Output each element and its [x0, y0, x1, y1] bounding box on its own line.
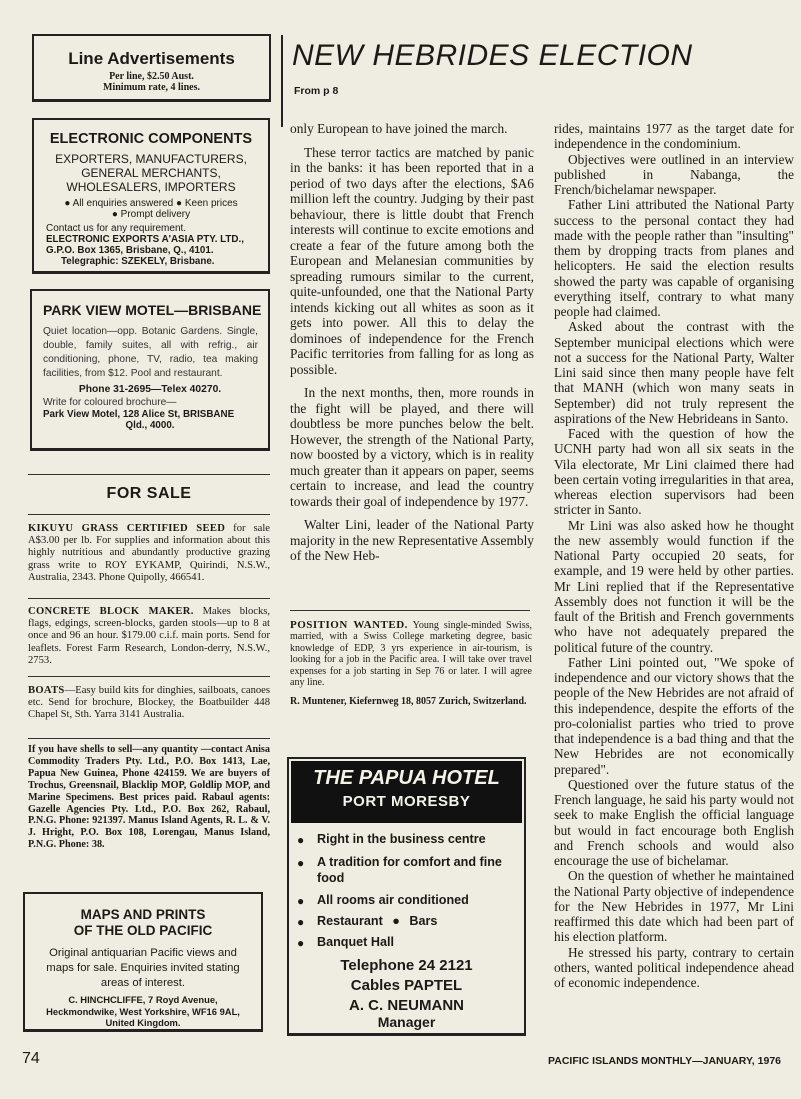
article-paragraph: Faced with the question of how the UCNH party had won all six seats in the Vila electorate, Mr Lini claimed there had been certain voting irregularities in that area, whereas election supervisors had been stricter in Santo. [554, 426, 794, 518]
classified-kikuyu [28, 523, 270, 584]
article-paragraph: Walter Lini, leader of the National Party majority in the new Representative Assembly of the New Heb- [290, 517, 534, 563]
electronic-company: ELECTRONIC EXPORTS A'ASIA PTY. LTD., [46, 234, 244, 245]
hotel-feature-text: Banquet Hall [317, 935, 394, 949]
motel-address2: Qld., 4000. [125, 420, 175, 431]
article-from: From p 8 [294, 85, 339, 97]
hotel-feature-text: Bars [409, 914, 438, 928]
papua-hotel-ad [287, 757, 526, 1036]
divider [28, 738, 270, 739]
divider [290, 610, 530, 611]
classified-body: If you have shells to sell—any quantity —contact Anisa Commodity Traders Pty. Ltd., P.O. Box 1413, Lae, Papua New Guinea, Phone 424159. We are buyers of Trochus, Greensnail, Blacklip MOP, Goldlip MOP, and Marine Specimens. Best prices paid. Rabaul agents: Gazelle Agencies Pty. Ltd., P.O. Box 262, Rabaul, P.N.G. Phone: 921397. Manus Island Agents, R. L. & V. J. Hright, P.O. Box 108, Lorengau, Manus Island, P.N.G. Phone: 38. [28, 744, 270, 851]
article-paragraph: Asked about the contrast with the September municipal elections which were not a success for the National Party, Walter Lini said since then many people have felt that MANH (which won many seats in September) did not truly represent the aspirations of the New Hebrideans in Santo. [554, 319, 794, 426]
bullet-icon: ● [297, 915, 305, 929]
position-wanted-address: R. Muntener, Kiefernweg 18, 8057 Zurich, Switzerland. [290, 696, 527, 708]
hotel-feature [289, 854, 524, 886]
position-wanted-ad [290, 620, 532, 708]
divider [28, 514, 270, 515]
hotel-manager-title: Manager [377, 1014, 436, 1030]
electronic-features-row [34, 198, 268, 209]
hotel-feature-text: A tradition for comfort and fine food [317, 855, 502, 885]
classified-boats [28, 685, 270, 722]
classified-shells [28, 744, 270, 851]
hotel-banner [291, 761, 522, 823]
motel-phone: Phone 31-2695—Telex 40270. [78, 384, 222, 395]
divider [28, 676, 270, 677]
electronic-components-ad [32, 118, 270, 274]
for-sale-heading: FOR SALE [106, 485, 192, 502]
article-paragraph: Father Lini attributed the National Party success to the personal contact they had made with the people rather than "insulting" them by dropping tracts from planes and helicopters. He said the election results showed the party was capable of organising everything itself, contrary to what many people had claimed. [554, 197, 794, 319]
hotel-name: THE PAPUA HOTEL [313, 767, 500, 789]
classified-body: Makes blocks, flags, edgings, screen-blocks, garden stools—up to 8 at once and 96 an hour. $179.00 c.i.f. main ports. Send for leaflets. Forest Farm Research, London-derry, N.S.W., 2753. [28, 606, 271, 666]
page-number: 74 [22, 1050, 40, 1067]
electronic-contact: Contact us for any requirement. [46, 223, 187, 234]
hotel-feature-text: Restaurant [317, 914, 383, 928]
maps-prints-ad [23, 892, 263, 1032]
article-paragraph: Objectives were outlined in an interview published in Nabanga, the French/bichelamar newspaper. [554, 151, 794, 197]
hotel-feature-text: Right in the business centre [317, 832, 486, 846]
maps-address: C. HINCHCLIFFE, 7 Royd Avenue, Heckmondwike, West Yorkshire, WF16 9AL, United Kingdom. [46, 994, 240, 1028]
motel-address1: Park View Motel, 128 Alice St, BRISBANE [43, 409, 235, 420]
article-paragraph: Questioned over the future status of the French language, he said his party would not seek to make English the official language but would in fact encourage both English and French schools and would also encourage the use of bichelamar. [554, 776, 794, 868]
electronic-address: G.P.O. Box 1365, Brisbane, Q., 4101. [46, 245, 214, 256]
article-paragraph: Father Lini pointed out, "We spoke of independence and our victory shows that the people of the New Hebrides are not afraid of this independence, despite the efforts of the pro-colonialist parties who tried to prove that independence is a bad thing and that the New Hebrides are not economically prepared". [554, 654, 794, 777]
line-ads-minimum: Minimum rate, 4 lines. [103, 82, 200, 93]
hotel-cables: Cables PAPTEL [350, 977, 463, 994]
electronic-telegraphic: Telegraphic: SZEKELY, Brisbane. [61, 256, 215, 267]
position-wanted-lead: POSITION WANTED. [290, 619, 408, 631]
divider [28, 474, 270, 475]
article-top-rule [281, 35, 283, 127]
bullet-icon: ● [176, 198, 183, 209]
hotel-feature [289, 913, 524, 929]
bullet-icon: ● [297, 894, 305, 908]
line-ads-title: Line Advertisements [68, 49, 235, 68]
article-paragraph: On the question of whether he maintained the National Party objective of independence for the New Hebrides in 1977, Mr Lini reaffirmed this date which had been part of his election platform. [554, 868, 794, 945]
article-paragraph: rides, maintains 1977 as the target date for independence in the condominium. [554, 121, 794, 152]
hotel-feature [289, 892, 524, 908]
electronic-features-row2 [34, 209, 268, 220]
bullet-icon: ● [297, 856, 305, 870]
maps-title2: OF THE OLD PACIFIC [73, 923, 213, 938]
article-paragraph: He stressed his party, contrary to certain others, wanted political independence ahead of economic independence. [554, 944, 794, 990]
motel-write: Write for coloured brochure— [43, 397, 177, 408]
bullet-icon: ● [64, 198, 71, 209]
divider [28, 598, 270, 599]
bullet-icon: ● [111, 209, 118, 220]
hotel-city: PORT MORESBY [342, 793, 471, 810]
motel-body: Quiet location—opp. Botanic Gardens. Single, double, family suites, all with refrig., air conditioning, phone, TV, radio, tea making facilities, from $12. Pool and restaurant. [43, 326, 258, 379]
maps-title1: MAPS AND PRINTS [80, 907, 206, 922]
position-wanted-body: Young single-minded Swiss, married, with a Swiss College marketing degree, basic knowledge of EDP, 3 yrs experience in air-tourism, is looking for a job in the Pacific area. I will take over travel expenses for a job starting in Sep 76 or later. I will agree any line. [290, 620, 532, 689]
electronic-line1: EXPORTERS, MANUFACTURERS, [55, 152, 247, 166]
motel-title: PARK VIEW MOTEL—BRISBANE [43, 302, 262, 318]
classified-concrete [28, 606, 270, 667]
bullet-icon: ● [297, 936, 305, 950]
electronic-title: ELECTRONIC COMPONENTS [49, 131, 253, 147]
classified-lead: BOATS [28, 685, 65, 696]
article-headline: NEW HEBRIDES ELECTION [292, 39, 693, 72]
hotel-manager-name: A. C. NEUMANN [349, 997, 464, 1014]
classified-lead: KIKUYU GRASS CERTIFIED SEED [28, 523, 226, 534]
maps-body: Original antiquarian Pacific views and maps for sale. Enquiries invited stating areas of interest. [46, 947, 240, 989]
article-paragraph: Mr Lini was also asked how he thought the new assembly would function if the National Party occupied 20 seats, for example, and 19 were held by other parties. Mr Lini replied that if the Representative Assembly does not function it will be the fault of the British and French governments who have not adequately prepared the political future of the country. [554, 517, 794, 655]
hotel-feature [289, 934, 524, 950]
hotel-feature [289, 831, 524, 847]
park-view-motel-ad [30, 289, 270, 451]
electronic-feature2: Keen prices [184, 198, 238, 209]
classified-lead: CONCRETE BLOCK MAKER. [28, 606, 194, 617]
hotel-features [289, 831, 524, 950]
line-ads-box [32, 34, 271, 102]
article-paragraph: In the next months, then, more rounds in the fight will be played, and there will doubtless be more punches below the belt. However, the strength of the National Party, now boosted by a victory, which is in reality much greater than it appears on paper, seems certain to increase, and lead the country towards their goal of independence by 1977. [290, 385, 534, 509]
hotel-phone: Telephone 24 2121 [340, 957, 473, 974]
article-column-1 [290, 121, 534, 564]
classified-body: for sale A$3.00 per lb. For supplies and information about this highly nutritious and abundantly productive grazing grass write to ROY EYKAMP, Quirindi, N.S.W., Australia, 2343. Phone Quipolly, 466541. [28, 523, 270, 583]
hotel-feature-text: All rooms air conditioned [317, 893, 469, 907]
bullet-icon: ● [392, 914, 400, 928]
electronic-line2: GENERAL MERCHANTS, [81, 166, 221, 180]
electronic-line3: WHOLESALERS, IMPORTERS [66, 180, 236, 194]
electronic-feature1: All enquiries answered [72, 198, 174, 209]
publication-footer: PACIFIC ISLANDS MONTHLY—JANUARY, 1976 [548, 1055, 781, 1067]
bullet-icon: ● [297, 833, 305, 847]
classified-body: —Easy build kits for dinghies, sailboats, canoes etc. Send for brochure, Blockey, the Boatbuilder 448 Chapel St, Sth. Yarra 3141 Australia. [28, 685, 270, 721]
article-column-2 [554, 121, 794, 990]
article-paragraph: These terror tactics are matched by panic in the banks: it has been reported that in a period of two days after the elections, $A6 million left the country. Judging by their past behaviour, there is little doubt that French interests will continue to excite emotions and create a fear of the future among both the European and Melanesian communities by spreading rumours similar to the current, quite-unfounded, one that the National Party intends kicking out all whites as soon as it gets into power. All this to delay the dominoes of independence for the French Pacific territories from falling for as long as possible. [290, 144, 534, 377]
electronic-feature3: Prompt delivery [120, 209, 191, 220]
article-paragraph: only European to have joined the march. [290, 121, 508, 136]
line-ads-rate: Per line, $2.50 Aust. [109, 71, 194, 82]
